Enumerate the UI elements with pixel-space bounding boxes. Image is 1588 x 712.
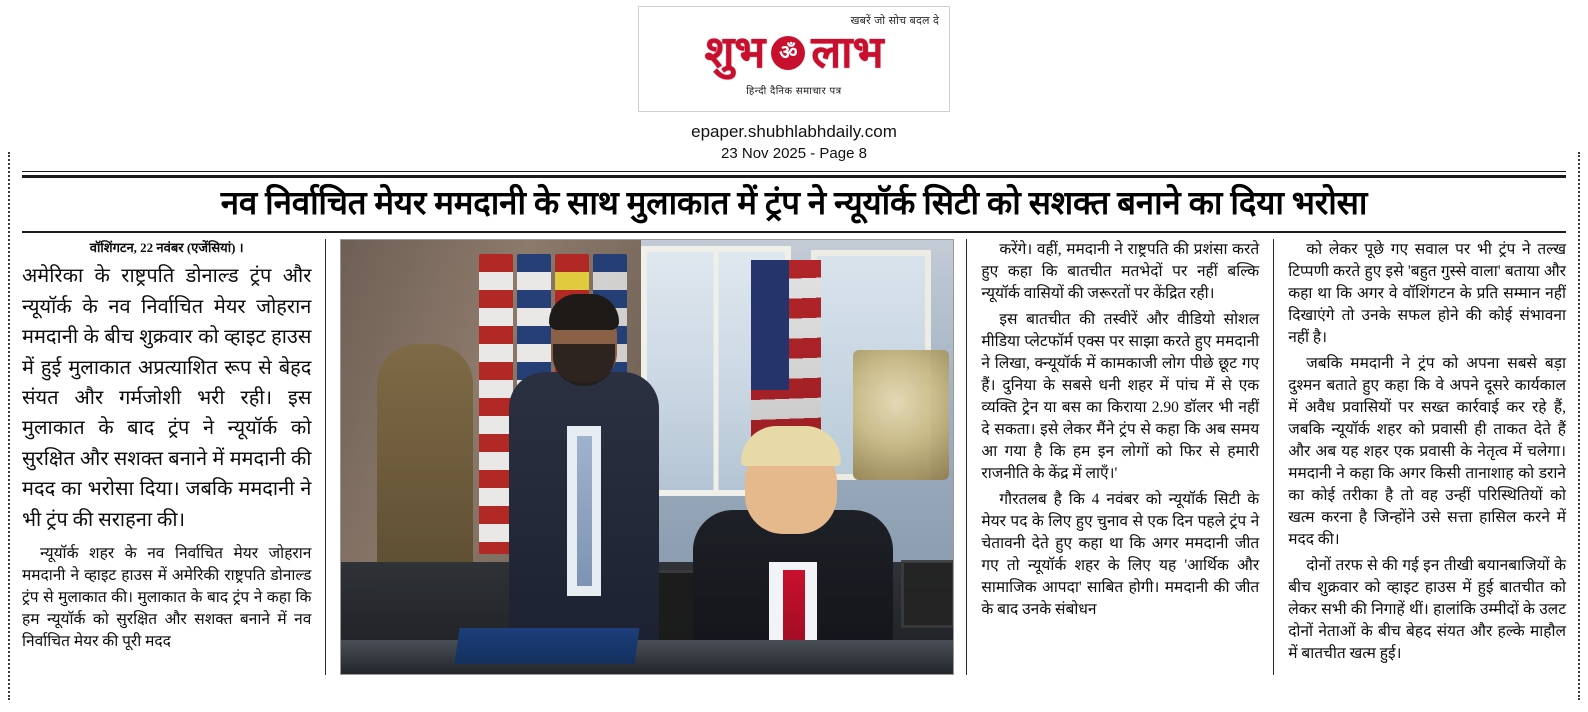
paragraph-col2-3: गौरतलब है कि 4 नवंबर को न्यूयॉर्क सिटी के मेयर पद के लिए हुए चुनाव से एक दिन पहले ट्रंप ने चेतावनी देते हुए कहा था कि अगर ममदानी जीत गए तो न्यूयॉर्क शहर के लिए यह 'आर्थिक और सामाजिक आपदा' साबित होगी। ममदानी की जीत के बाद उनके संबोधन [981, 490, 1260, 618]
photo-standing-man-tie [577, 436, 592, 586]
paragraph-col3-3: दोनों तरफ से की गई इन तीखी बयानबाजियों के बीच शुक्रवार को व्हाइट हाउस में हुई बातचीत को लेकर सभी की निगाहें थीं। हालांकि उम्मीदों के उलट दोनों नेताओं के बीच बेहद संयत और हल्के माहौल में बातचीत खत्म हुई। [1288, 556, 1567, 662]
column-divider-3 [1273, 239, 1274, 675]
photo-picture-frames-right [901, 560, 954, 628]
logo-subtitle: हिन्दी दैनिक समाचार पत्र [746, 86, 842, 97]
photo-table [341, 640, 953, 674]
paragraph-col3-2: जबकि ममदानी ने ट्रंप को अपना सबसे बड़ा दुश्मन बताते हुए कहा कि वे अपने दूसरे कार्यकाल में अवैध प्रवासियों पर सख्त कार्रवाई कर रहे हैं, जबकि न्यूयॉर्क शहर को प्रवासी ही ताकत देते हैं और अब यह शहर एक प्रवासी के नेतृत्व में चलेगा। ममदानी ने कहा कि अगर किसी तानाशाह को डराने का कोई तरीका है तो वह उन्हीं परिस्थितियों को खत्म करना है जिन्होंने उसे सत्ता हासिल करने में मदद की। [1288, 354, 1567, 548]
article-column-2 [981, 239, 1259, 675]
article-photo [340, 239, 954, 675]
paragraph-col3-1: को लेकर पूछे गए सवाल पर भी ट्रंप ने तल्ख टिप्पणी करते हुए इसे 'बहुत गुस्से वाला' बताया और कहा था कि अगर वे वॉशिंगटन के प्रति सम्मान नहीं दिखाएंगे तो उनके सफल होने की कोई संभावना नहीं है। [1288, 240, 1567, 346]
column-divider-2 [966, 239, 967, 675]
paragraph-col2-2: इस बातचीत की तस्वीरें और वीडियो सोशल मीडिया प्लेटफॉर्म एक्स पर साझा करते हुए ममदानी ने लिखा, क्न्यूयॉर्क में कामकाजी लोग पीछे छूट गए हैं। दुनिया के सबसे धनी शहर में पांच में से एक व्यक्ति ट्रेन या बस का किराया 2.90 डॉलर भी नहीं दे सकता। इसे लेकर मैंने ट्रंप से कहा कि अब समय आ गया है कि हम इन लोगों को फिर से हमारी राजनीति के केंद्र में लाएँ।' [981, 310, 1260, 482]
photo-flag-1 [479, 254, 513, 554]
column-divider-1 [325, 239, 326, 675]
issue-date-page: 23 Nov 2025 - Page 8 [721, 145, 867, 162]
newspaper-logo [638, 6, 950, 112]
epaper-url[interactable]: epaper.shubhlabhdaily.com [691, 122, 897, 141]
logo-tagline-top: खबरें जो सोच बदल दे [850, 15, 939, 27]
logo-word-right: लाभ [811, 28, 884, 77]
logo-word-left: शुभ [704, 28, 766, 77]
article-headline: नव निर्वाचित मेयर ममदानी के साथ मुलाकात में ट्रंप ने न्यूयॉर्क सिटी को सशक्त बनाने का दिया भरोसा [220, 186, 1368, 222]
page-edge-right [1578, 152, 1580, 700]
photo-document-on-table [455, 628, 640, 664]
dateline: वॉशिंगटन, 22 नवंबर (एजेंसियां) । [89, 239, 244, 255]
masthead [0, 0, 1588, 162]
photo-presidential-seal [853, 350, 949, 480]
article-photo-column [340, 239, 952, 675]
paragraph-col1-1: न्यूयॉर्क शहर के नव निर्वाचित मेयर जोहरान ममदानी ने व्हाइट हाउस में अमेरिकी राष्ट्रपति डोनाल्ड ट्रंप से मुलाकात की। मुलाकात के बाद ट्रंप ने कहा कि हम न्यूयॉर्क को सुरक्षित और सशक्त बनाने में नव निर्वाचित मेयर की पूरी मदद [22, 544, 312, 650]
article-column-1 [22, 239, 311, 675]
page-edge-left [8, 152, 10, 700]
logo-wordmark [704, 28, 884, 77]
divider-thick [22, 175, 1566, 178]
lead-paragraph: अमेरिका के राष्ट्रपति डोनाल्ड ट्रंप और न्यूयॉर्क के नव निर्वाचित मेयर जोहरान ममदानी के बीच शुक्रवार को व्हाइट हाउस में हुई मुलाकात अप्रत्याशित रूप से बेहद संयत और गर्मजोशी भरी रही। इस मुलाकात के बाद ट्रंप ने न्यूयॉर्क को सुरक्षित और सशक्त बनाने में ममदानी की मदद का भरोसा दिया। जबकि ममदानी ने भी ट्रंप की सराहना की। [22, 265, 312, 531]
photo-statue [377, 344, 473, 570]
divider-thin [22, 171, 1566, 172]
article-column-3 [1288, 239, 1566, 675]
paragraph-col2-1: करेंगे। वहीं, ममदानी ने राष्ट्रपति की प्रशंसा करते हुए कहा कि बातचीत मतभेदों पर नहीं बल्कि न्यूयॉर्क वासियों की जरूरतों पर केंद्रित रही। [981, 240, 1260, 302]
divider-under-headline [22, 231, 1566, 233]
om-icon: ॐ [771, 36, 805, 70]
photo-seated-man-hair [741, 426, 841, 466]
article-body [22, 239, 1566, 675]
